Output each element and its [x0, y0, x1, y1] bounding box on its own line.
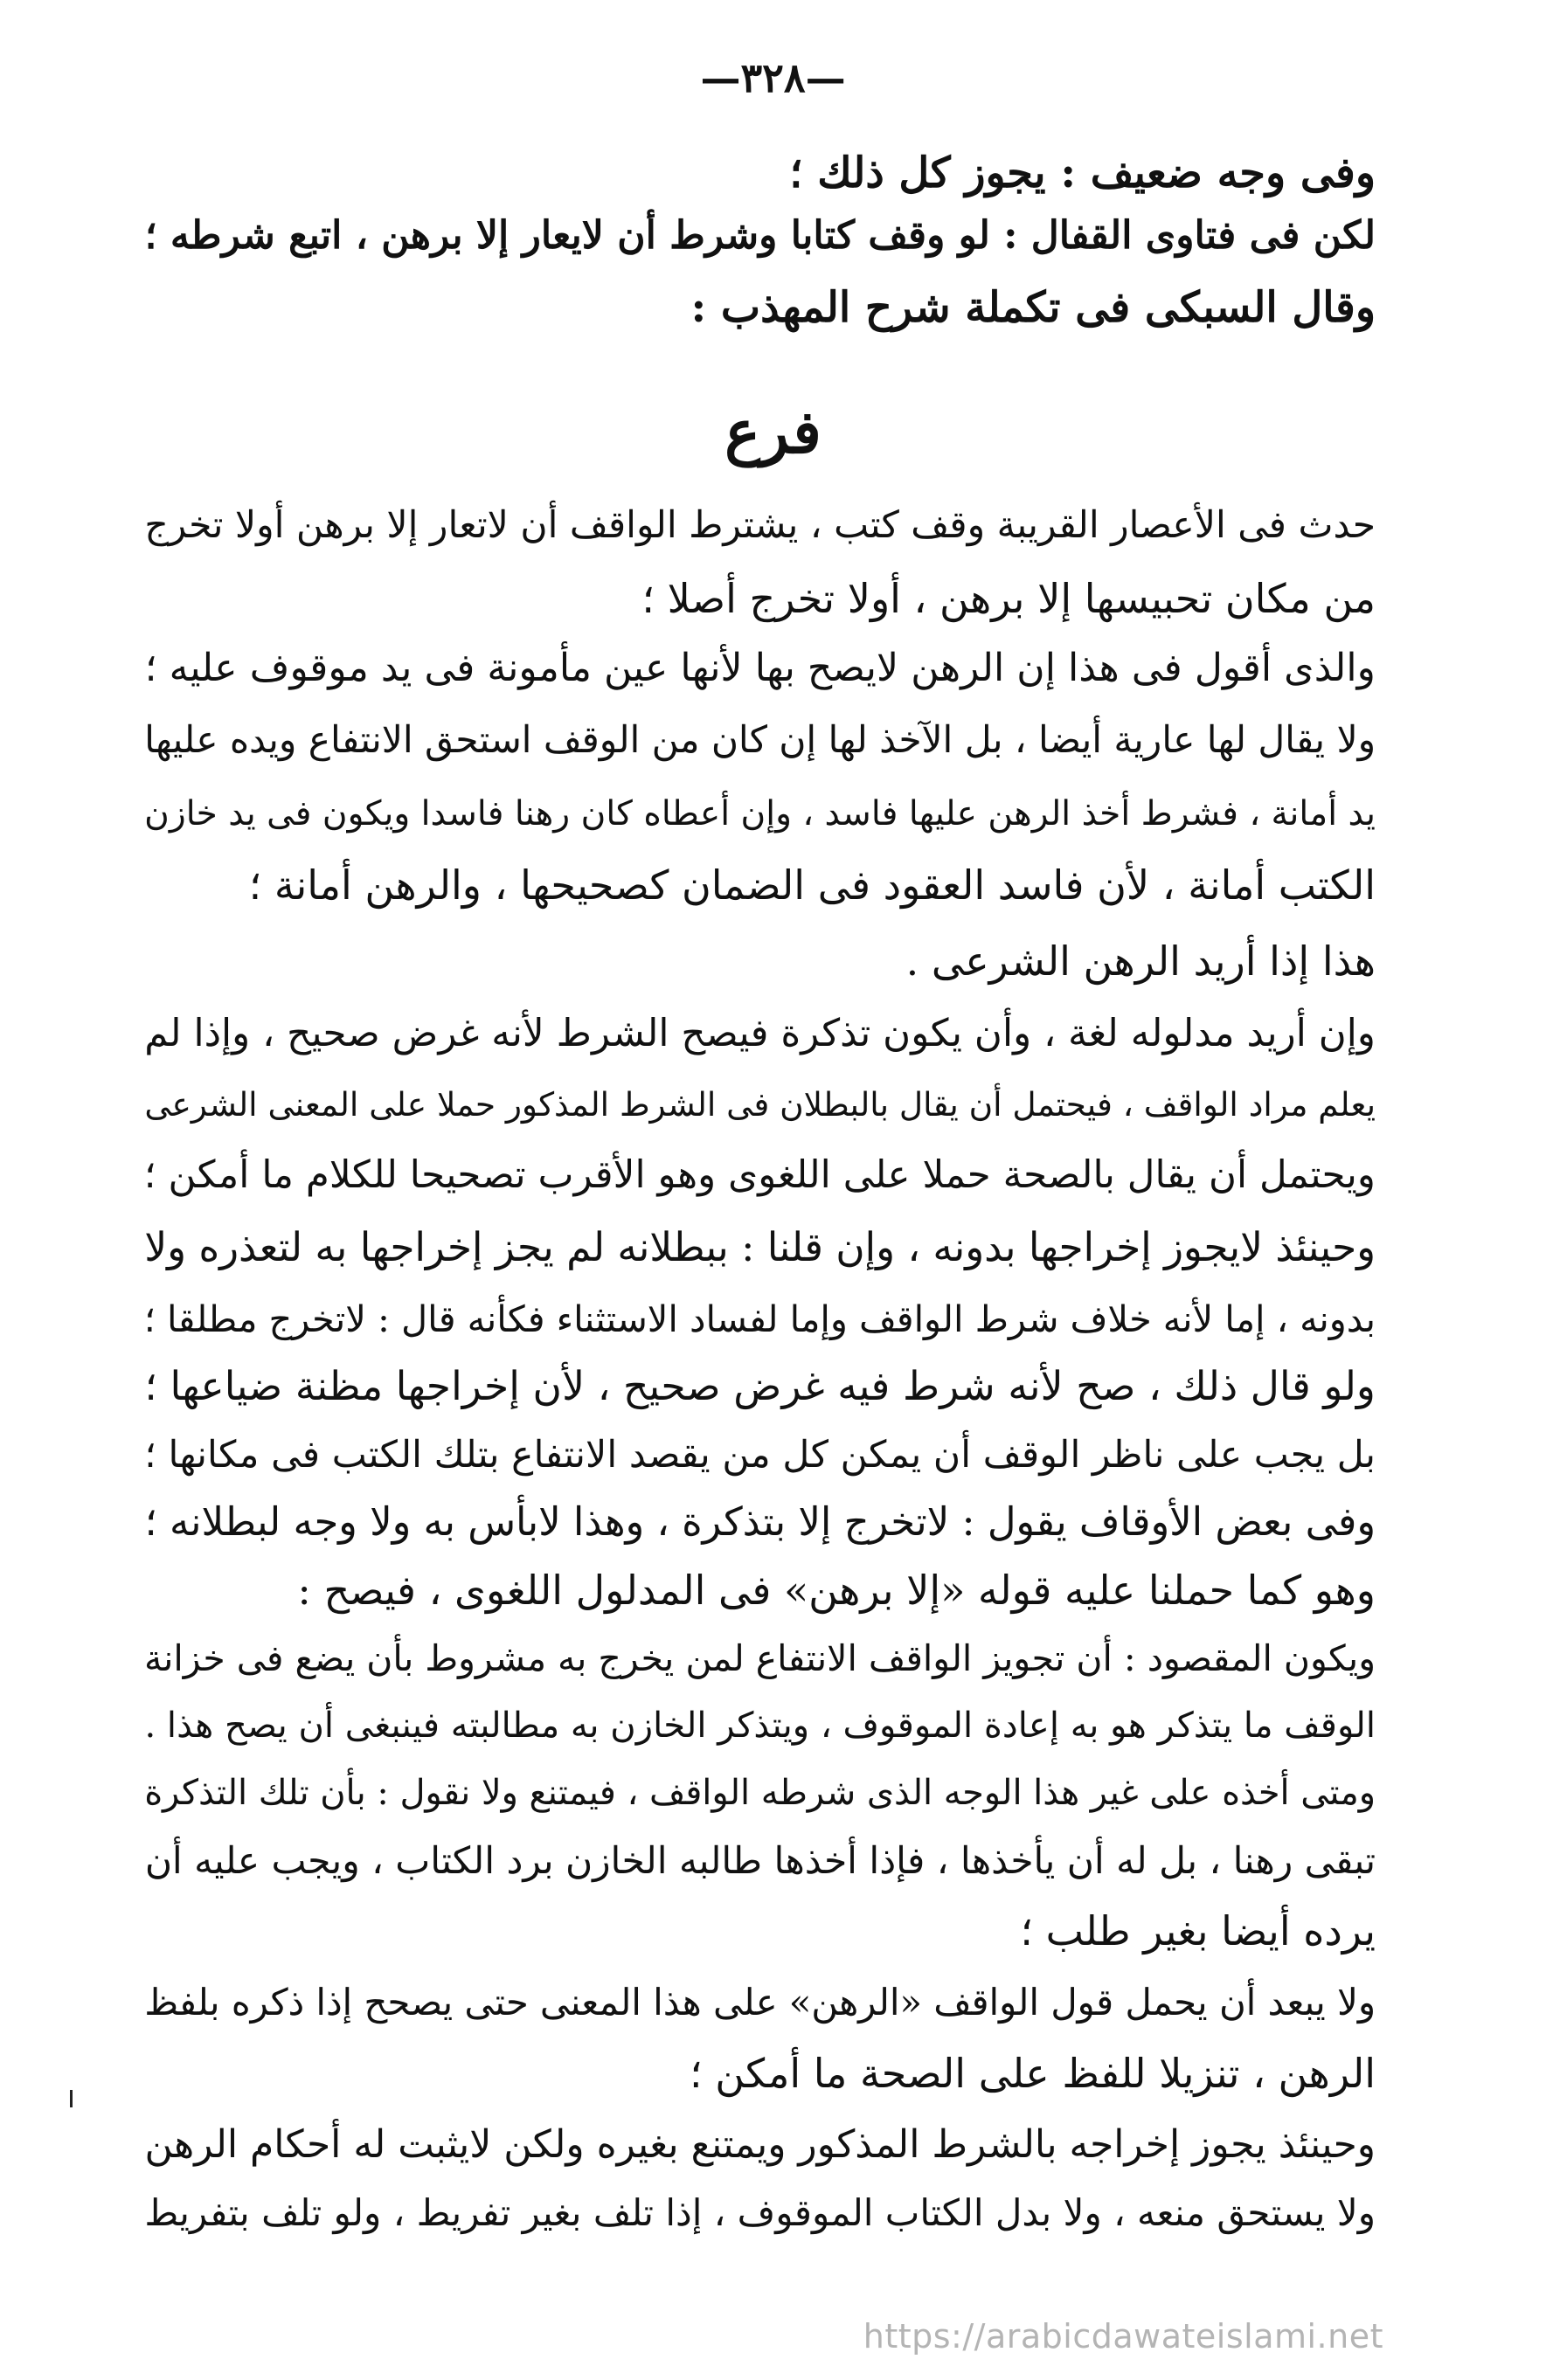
body-line: والذى أقول فى هذا إن الرهن لايصح بها لأنها عين مأمونة فى يد موقوف عليه ؛: [144, 646, 1376, 690]
body-line: الرهن ، تنزيلا للفظ على الصحة ما أمكن ؛: [690, 2050, 1376, 2097]
body-line: ومتى أخذه على غير هذا الوجه الذى شرطه الواقف ، فيمتنع ولا نقول : بأن تلك التذكرة: [144, 1773, 1376, 1813]
intro-line: وقال السبكى فى تكملة شرح المهذب :: [690, 283, 1376, 332]
body-line: هذا إذا أريد الرهن الشرعى .: [905, 937, 1376, 985]
body-line: وفى بعض الأوقاف يقول : لاتخرج إلا بتذكرة ، وهذا لابأس به ولا وجه لبطلانه ؛: [144, 1498, 1376, 1545]
body-line: بل يجب على ناظر الوقف أن يمكن كل من يقصد الانتفاع بتلك الكتب فى مكانها ؛: [144, 1433, 1376, 1477]
body-line: ولا يستحق منعه ، ولا بدل الكتاب الموقوف ، إذا تلف بغير تفريط ، ولو تلف بتفريط: [144, 2191, 1376, 2234]
body-line: ويحتمل أن يقال بالصحة حملا على اللغوى وهو الأقرب تصحيحا للكلام ما أمكن ؛: [143, 1152, 1376, 1197]
body-line: يرده أيضا بغير طلب ؛: [1020, 1907, 1376, 1955]
body-line: حدث فى الأعصار القريبة وقف كتب ، يشترط الواقف أن لاتعار إلا برهن أولا تخرج: [144, 504, 1376, 547]
body-line: الكتب أمانة ، لأن فاسد العقود فى الضمان كصحيحها ، والرهن أمانة ؛: [248, 861, 1376, 909]
body-line: الوقف ما يتذكر هو به إعادة الموقوف ، ويتذكر الخازن به مطالبته فينبغى أن يصح هذا .: [144, 1705, 1376, 1746]
body-line: ولا يقال لها عارية أيضا ، بل الآخذ لها إن كان من الوقف استحق الانتفاع ويده عليها: [144, 718, 1376, 761]
body-line: وحينئذ لايجوز إخراجها بدونه ، وإن قلنا : ببطلانه لم يجز إخراجها به لتعذره ولا: [144, 1224, 1376, 1270]
margin-mark: [70, 2090, 73, 2107]
intro-line: لكن فى فتاوى القفال : لو وقف كتابا وشرط أن لايعار إلا برهن ، اتبع شرطه ؛: [144, 213, 1376, 258]
body-line: ولو قال ذلك ، صح لأنه شرط فيه غرض صحيح ، لأن إخراجها مظنة ضياعها ؛: [144, 1363, 1376, 1409]
section-heading: فرع: [724, 398, 822, 467]
body-line: وهو كما حملنا عليه قوله «إلا برهن» فى المدلول اللغوى ، فيصح :: [297, 1567, 1376, 1614]
body-line: وإن أريد مدلوله لغة ، وأن يكون تذكرة فيصح الشرط لأنه غرض صحيح ، وإذا لم: [144, 1011, 1376, 1055]
watermark: https://arabicdawateislami.net: [863, 2317, 1383, 2356]
body-line: من مكان تحبيسها إلا برهن ، أولا تخرج أصلا ؛: [641, 575, 1376, 622]
body-line: تبقى رهنا ، بل له أن يأخذها ، فإذا أخذها طالبه الخازن برد الكتاب ، ويجب عليه أن: [144, 1839, 1376, 1882]
body-line: بدونه ، إما لأنه خلاف شرط الواقف وإما لفساد الاستثناء فكأنه قال : لاتخرج مطلقا ؛: [143, 1298, 1376, 1340]
body-line: ولا يبعد أن يحمل قول الواقف «الرهن» على هذا المعنى حتى يصحح إذا ذكره بلفظ: [144, 1981, 1376, 2024]
body-line: ويكون المقصود : أن تجويز الواقف الانتفاع لمن يخرج به مشروط بأن يضع فى خزانة: [144, 1637, 1376, 1679]
page-number: —٣٢٨—: [700, 54, 846, 101]
body-line: وحينئذ يجوز إخراجه بالشرط المذكور ويمتنع بغيره ولكن لايثبت له أحكام الرهن: [144, 2122, 1376, 2167]
body-line: يد أمانة ، فشرط أخذ الرهن عليها فاسد ، وإن أعطاه كان رهنا فاسدا ويكون فى يد خازن: [144, 794, 1376, 834]
body-line: يعلم مراد الواقف ، فيحتمل أن يقال بالبطلان فى الشرط المذكور حملا على المعنى الشرعى: [144, 1085, 1376, 1124]
intro-line: وفى وجه ضعيف : يجوز كل ذلك ؛: [789, 149, 1376, 197]
